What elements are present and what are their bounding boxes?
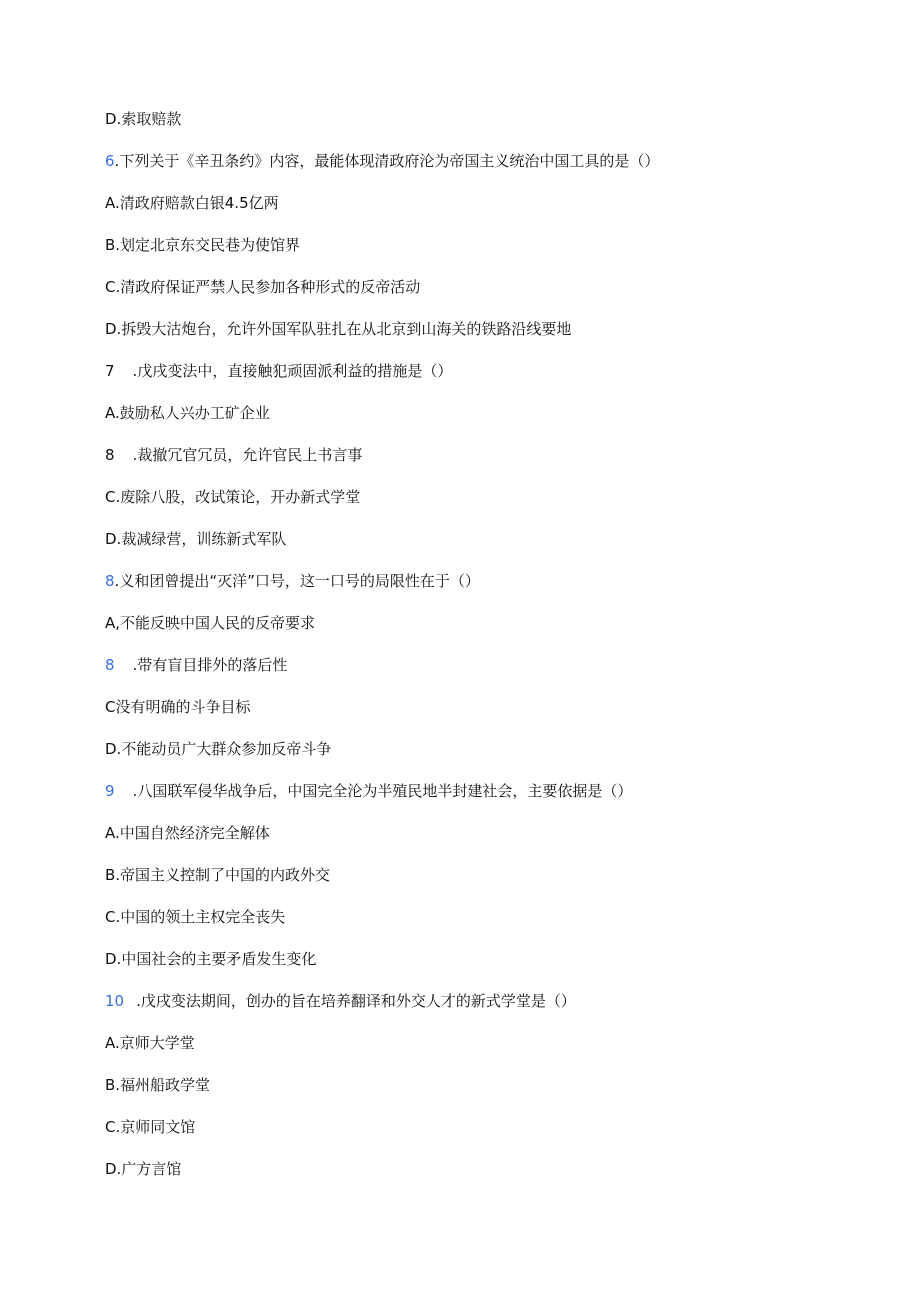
question-9 xyxy=(105,779,632,803)
question-number: 6 xyxy=(105,152,115,170)
question-number: 10 xyxy=(105,992,125,1010)
question-number: 9 xyxy=(105,782,115,800)
question-number: 8 xyxy=(105,572,115,590)
option-c-q7: C.废除八股，改试策论，开办新式学堂 xyxy=(105,488,361,506)
option-b-q7: 8 .裁撤冗官冗员，允许官民上书言事 xyxy=(105,446,363,464)
option-b-q8: 8 .带有盲目排外的落后性 xyxy=(105,656,288,674)
option-d-q9: D.中国社会的主要矛盾发生变化 xyxy=(105,950,317,968)
option-c-q6: C.清政府保证严禁人民参加各种形式的反帝活动 xyxy=(105,278,421,296)
option-c-q9: C.中国的领土主权完全丧失 xyxy=(105,908,286,926)
option-a-q10: A.京师大学堂 xyxy=(105,1034,195,1052)
option-a-q6: A.清政府赔款白银4.5亿两 xyxy=(105,194,279,212)
option-d-q7: D.裁减绿营，训练新式军队 xyxy=(105,530,287,548)
option-a-q7: A.鼓励私人兴办工矿企业 xyxy=(105,404,270,422)
option-c-q8: C没有明确的斗争目标 xyxy=(105,698,251,716)
option-d-q10: D.广方言馆 xyxy=(105,1160,182,1178)
question-7 xyxy=(105,359,452,383)
option-b-q6: B.划定北京东交民巷为使馆界 xyxy=(105,236,301,254)
misnumbered-label: 8 xyxy=(105,656,115,674)
question-10 xyxy=(105,989,576,1013)
option-b-q10: B.福州船政学堂 xyxy=(105,1076,211,1094)
option-d-q6: D.拆毁大沽炮台，允许外国军队驻扎在从北京到山海关的铁路沿线要地 xyxy=(105,320,572,338)
option-a-q9: A.中国自然经济完全解体 xyxy=(105,824,270,842)
question-number: 7 xyxy=(105,362,115,380)
option-d-q8: D.不能动员广大群众参加反帝斗争 xyxy=(105,740,332,758)
question-text: .义和团曾提出“灭洋”口号，这一口号的局限性在于（） xyxy=(114,572,480,590)
option-a-q8: A,不能反映中国人民的反帝要求 xyxy=(105,614,316,632)
option-b-q9: B.帝国主义控制了中国的内政外交 xyxy=(105,866,331,884)
question-text: .下列关于《辛丑条约》内容，最能体现清政府沦为帝国主义统治中国工具的是（） xyxy=(114,152,660,170)
question-8 xyxy=(105,569,480,593)
question-text: .戊戌变法期间，创办的旨在培养翻译和外交人才的新式学堂是（） xyxy=(136,992,576,1010)
question-text: .戊戌变法中，直接触犯顽固派利益的措施是（） xyxy=(132,362,453,380)
misnumbered-label: 8 xyxy=(105,446,115,464)
question-text: .八国联军侵华战争后，中国完全沦为半殖民地半封建社会，主要依据是（） xyxy=(132,782,633,800)
option-c-q10: C.京师同文馆 xyxy=(105,1118,196,1136)
question-6 xyxy=(105,149,659,173)
option-d-q5: D.索取赔款 xyxy=(105,110,182,128)
